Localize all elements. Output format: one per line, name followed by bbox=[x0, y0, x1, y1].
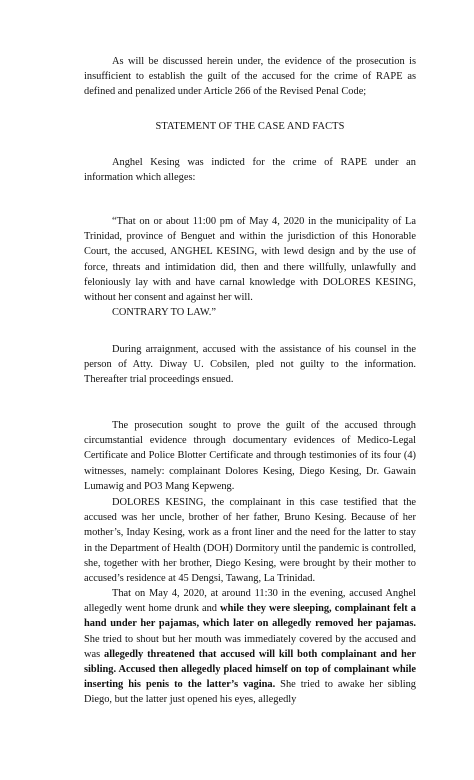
narrative-text-3: She tried to awake her sibling Diego, but the latter just opened his eyes, allegedly bbox=[84, 679, 416, 706]
arraignment-paragraph: During arraignment, accused with the assistance of his counsel in the person of Atty. Diway U. Cobsilen, pled not guilty to the information. Thereafter trial proceedings ensued. bbox=[84, 344, 416, 386]
complainant-testimony-paragraph: DOLORES KESING, the complainant in this case testified that the accused was her uncle, brother of her father, Bruno Kesing. Because of her mother’s, Inday Kesing, work as a front liner and the need for the latter to stay in the Department of Health (DOH) Dormitory until the pandemic is controlled, she, together with her brother, Diego Kesing, were brought by their mother to accused’s residence at 45 Dengsi, Tawang, La Trinidad. bbox=[84, 497, 416, 585]
section-heading: STATEMENT OF THE CASE AND FACTS bbox=[155, 121, 345, 132]
contrary-to-law-line: CONTRARY TO LAW.” bbox=[112, 307, 216, 318]
indictment-paragraph: Anghel Kesing was indicted for the crime of RAPE under an information which alleges: bbox=[84, 157, 416, 184]
incident-narrative-paragraph bbox=[84, 586, 416, 708]
narrative-bold-1: while they were sleeping, complainant felt a hand under her pajamas, which later on allegedly removed her pajamas. bbox=[84, 603, 416, 630]
narrative-text-1: That on May 4, 2020, at around 11:30 in the evening, accused Anghel allegedly went home drunk and bbox=[84, 588, 416, 615]
narrative-text-2: She tried to shout but her mouth was immediately covered by the accused and was bbox=[84, 633, 416, 660]
prosecution-evidence-paragraph: The prosecution sought to prove the guilt of the accused through circumstantial evidence through documentary evidences of Medico-Legal Certificate and Police Blotter Certificate and through testimonies of its four (4) witnesses, namely: complainant Dolores Kesing, Diego Kesing, Dr. Gawain Lumawig and PO3 Mang Kepweng. bbox=[84, 420, 416, 492]
intro-paragraph: As will be discussed herein under, the evidence of the prosecution is insufficient to establish the guilt of the accused for the crime of RAPE as defined and penalized under Article 266 of the Revised Penal Code; bbox=[84, 56, 416, 98]
information-quote-paragraph: “That on or about 11:00 pm of May 4, 2020 in the municipality of La Trinidad, province of Benguet and within the jurisdiction of this Honorable Court, the accused, ANGHEL KESING, with lewd design and by the use of force, threats and intimidation did, then and there willfully, unlawfully and feloniously lay with and have carnal knowledge with DOLORES KESING, without her consent and against her will. bbox=[84, 216, 416, 304]
narrative-bold-2: allegedly threatened that accused will kill both complainant and her sibling. Accused then allegedly placed himself on top of complainant while inserting his penis to the latter’s vagina. bbox=[84, 648, 416, 691]
